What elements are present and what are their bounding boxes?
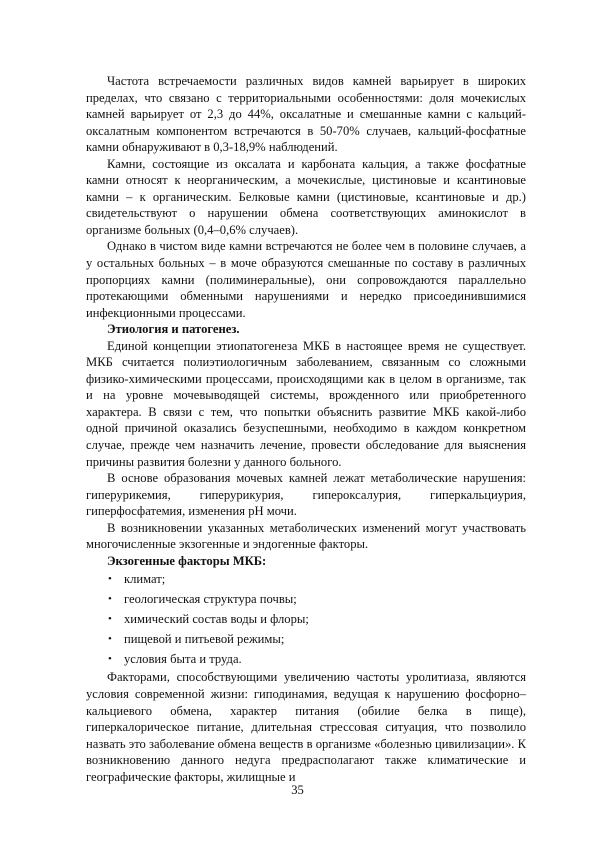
bullet-icon: • — [108, 613, 112, 626]
list-item-text: пищевой и питьевой режимы; — [124, 632, 285, 647]
bullet-icon: • — [108, 653, 112, 666]
list-item-text: климат; — [124, 572, 166, 587]
list-item — [86, 609, 526, 629]
paragraph-stone-frequency: Частота встречаемости различных видов камней варьирует в широких пределах, что связано с территориальными особенностями: доля мочекислых камней варьирует от 2,3 до 44%, оксалатные и смешанные камни с кальций-оксалатным компонентом встречаются в 50-70% случаев, кальций-фосфатные камни обнаруживают в 0,3-18,9% наблюдений. — [86, 74, 526, 155]
paragraph-factors-intro: В возникновении указанных метаболических изменений могут участвовать многочисленные экзогенные и эндогенные факторы. — [86, 520, 526, 552]
list-item-text: химический состав воды и флоры; — [124, 612, 309, 627]
paragraph-stone-classification: Камни, состоящие из оксалата и карбоната кальция, а также фосфатные камни относят к неорганическим, а мочекислые, цистиновые и ксантиновые камни – к органическим. Белковые камни (цистиновые, ксантиновые и др.) свидетельствуют о нарушении обмена соответствующих аминокислот в организме больных (0,4–0,6% случаев). — [86, 156, 526, 237]
list-item — [86, 589, 526, 609]
paragraph-metabolic-disorders: В основе образования мочевых камней лежат метаболические нарушения: гиперурикемия, гиперурикурия, гипероксалурия, гиперкальциурия, гиперфосфатемия, изменения pH мочи. — [86, 471, 526, 519]
bullet-icon: • — [108, 573, 112, 586]
list-item — [86, 569, 526, 589]
list-item-text: условия быта и труда. — [124, 652, 242, 667]
exogenous-factors-list — [86, 569, 526, 669]
bullet-icon: • — [108, 633, 112, 646]
paragraph-urolithiasis-factors: Факторами, способствующими увеличению частоты уролитиаза, являются условия современной жизни: гиподинамия, ведущая к нарушению фосфорно–кальциевого обмена, характер питания (обилие белка в пище), гиперкалорическое питание, длительная стрессовая ситуация, что позволило назвать это заболевание обмена веществ в организме «болезнью цивилизации». К возникновению данного недуга предрасполагают также климатические и географические факторы, жилищные и — [86, 670, 526, 784]
page-number: 35 — [291, 783, 304, 797]
section-heading-exogenous: Экзогенные факторы МКБ: — [107, 553, 267, 568]
paragraph-etiology-concept: Единой концепции этиопатогенеза МКБ в настоящее время не существует. МКБ считается полиэтиологичным заболеванием, связанным со сложными физико-химическими процессами, происходящими как в целом в организме, так и на уровне мочевыводящей системы, врожденного или приобретенного характера. В связи с тем, что попытки объяснить развитие МКБ какой-либо одной причиной оказались безуспешными, необходимо в каждом конкретном случае, прежде чем назначить лечение, провести обследование для выяснения причины развития болезни у данного больного. — [86, 338, 526, 469]
page-body — [86, 73, 526, 785]
paragraph-mixed-stones: Однако в чистом виде камни встречаются не более чем в половине случаев, а у остальных больных – в моче образуются смешанные по составу в различных пропорциях камни (полиминеральные), они сопровождаются параллельно протекающими обменными нарушениями и нередко присоединившимися инфекционными процессами. — [86, 239, 526, 320]
section-heading-etiology: Этиология и патогенез. — [107, 322, 240, 337]
bullet-icon: • — [108, 593, 112, 606]
list-item — [86, 649, 526, 669]
list-item — [86, 629, 526, 649]
list-item-text: геологическая структура почвы; — [124, 592, 297, 607]
